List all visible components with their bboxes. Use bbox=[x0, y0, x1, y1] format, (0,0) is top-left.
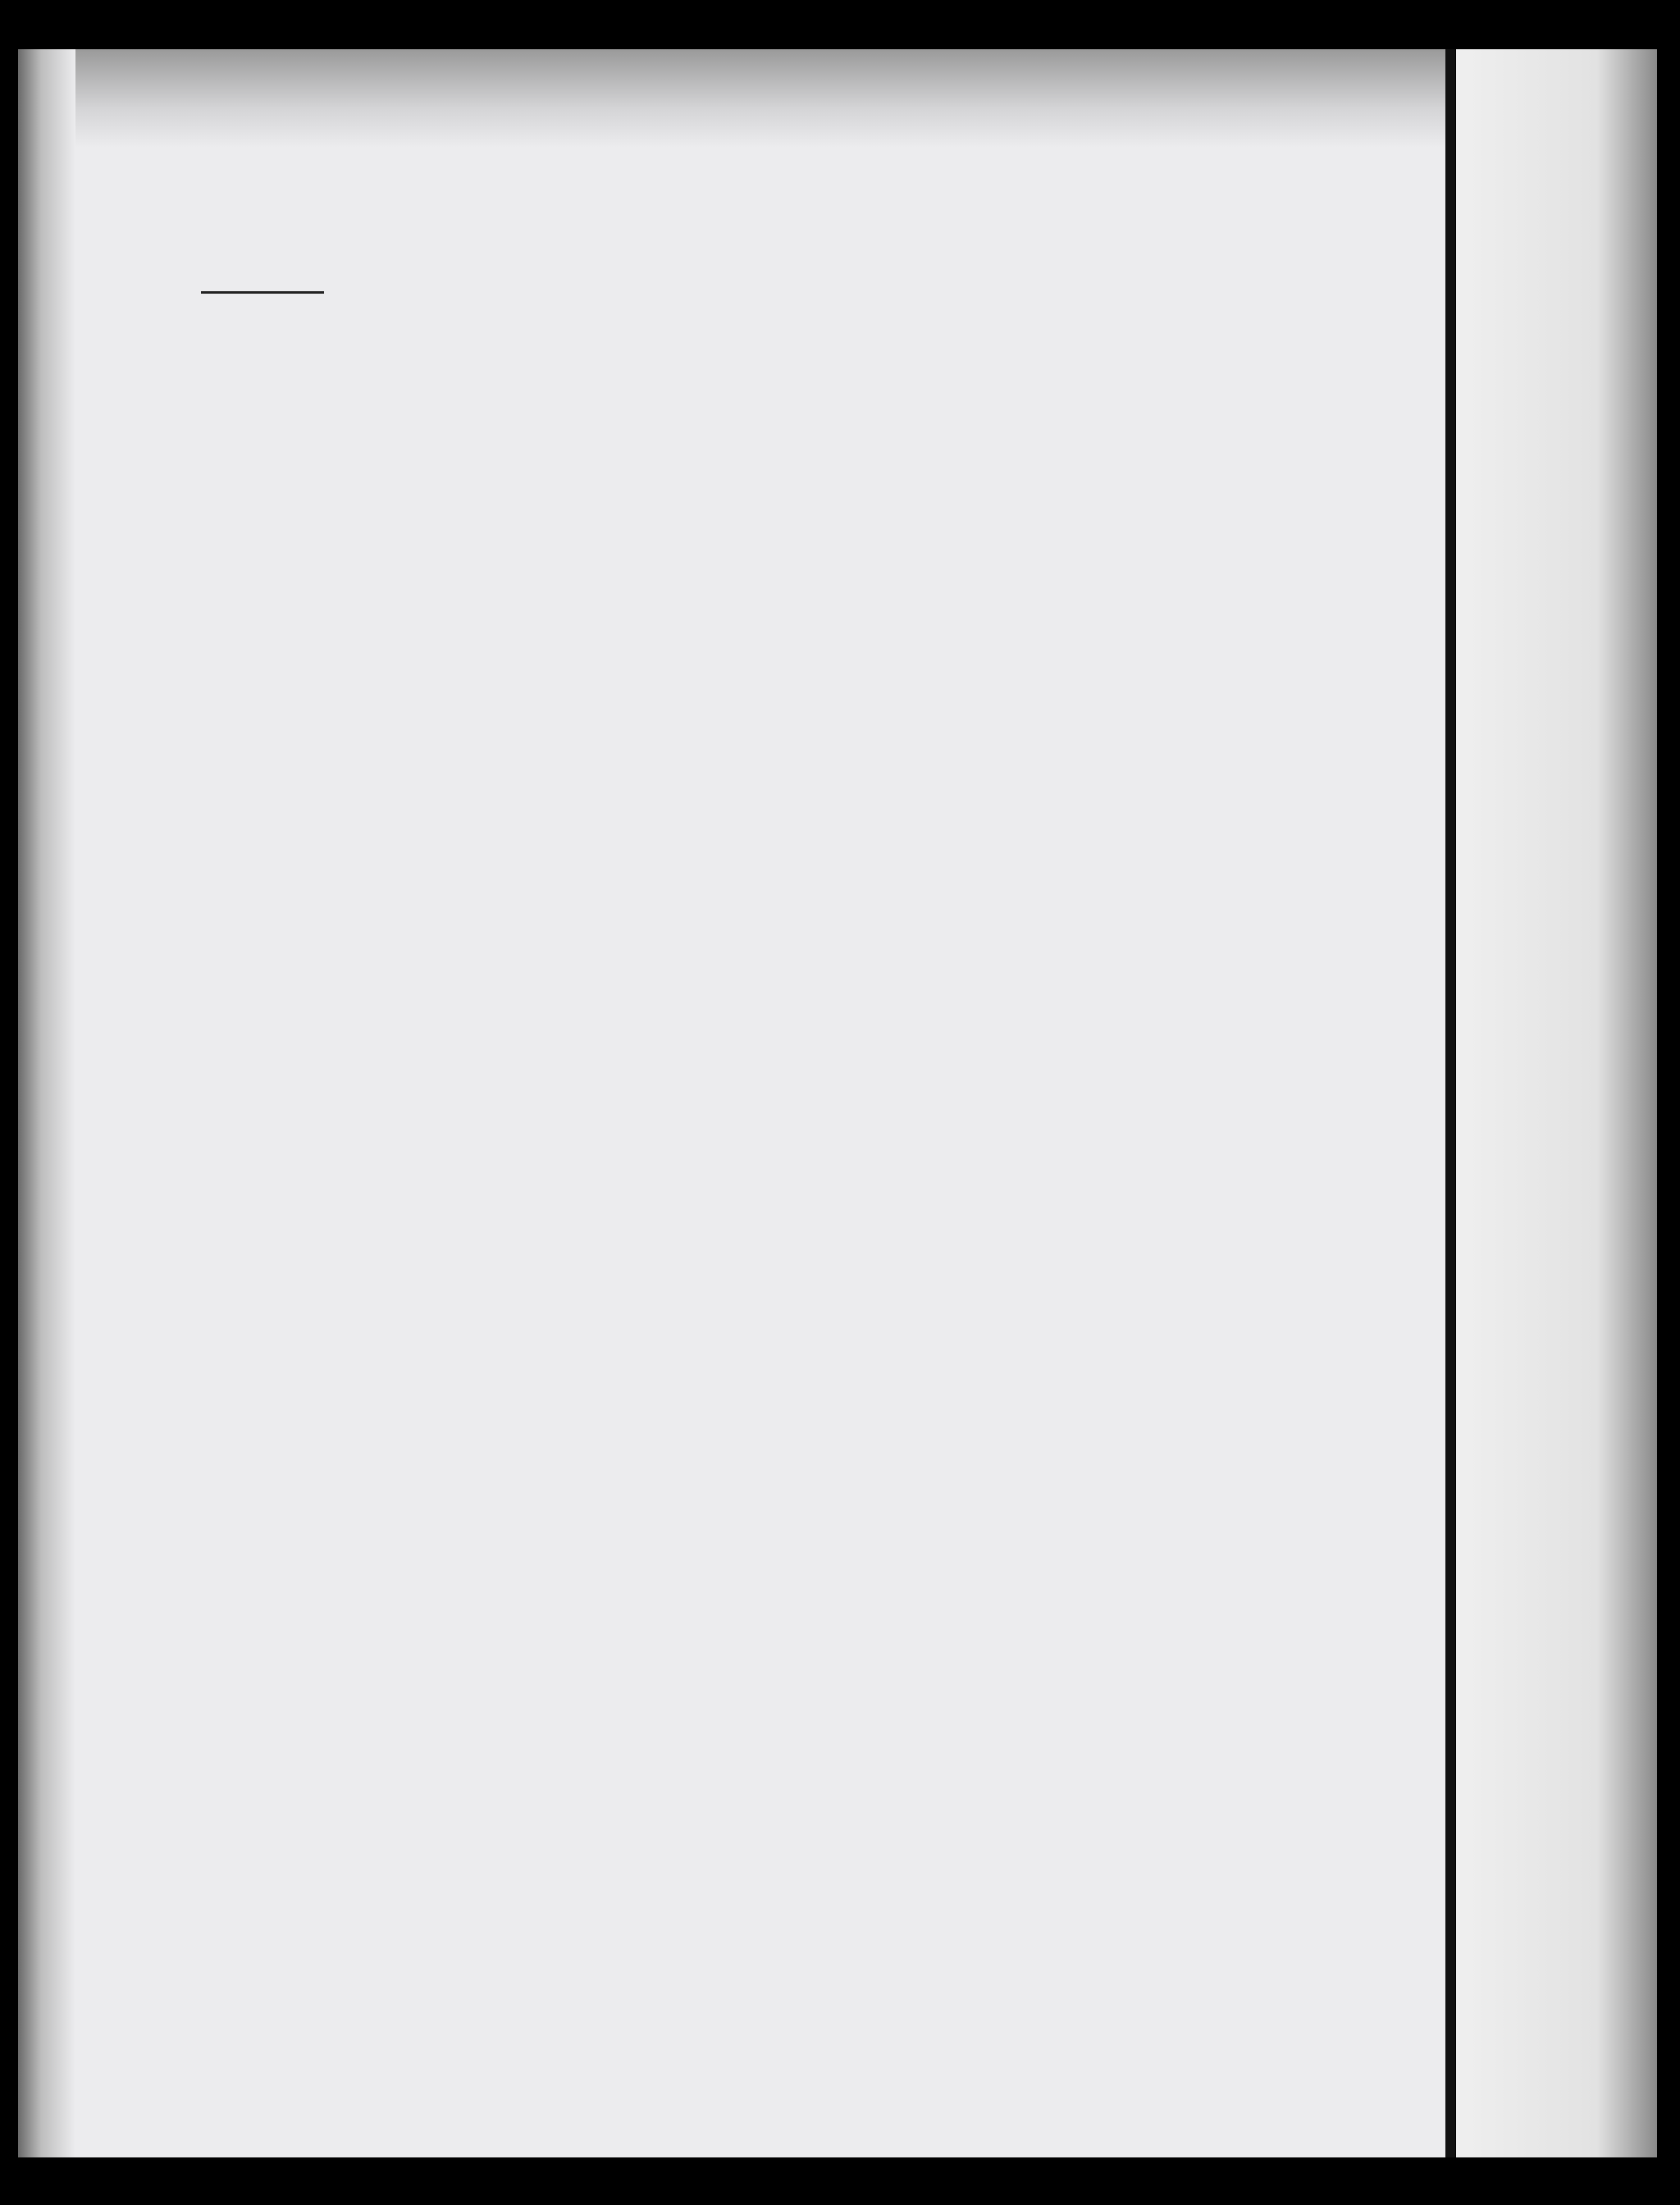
document-page bbox=[18, 49, 1445, 2157]
facing-page-edge bbox=[1456, 49, 1657, 2157]
page-number-underline bbox=[201, 291, 324, 294]
book-spine bbox=[1445, 49, 1455, 2157]
